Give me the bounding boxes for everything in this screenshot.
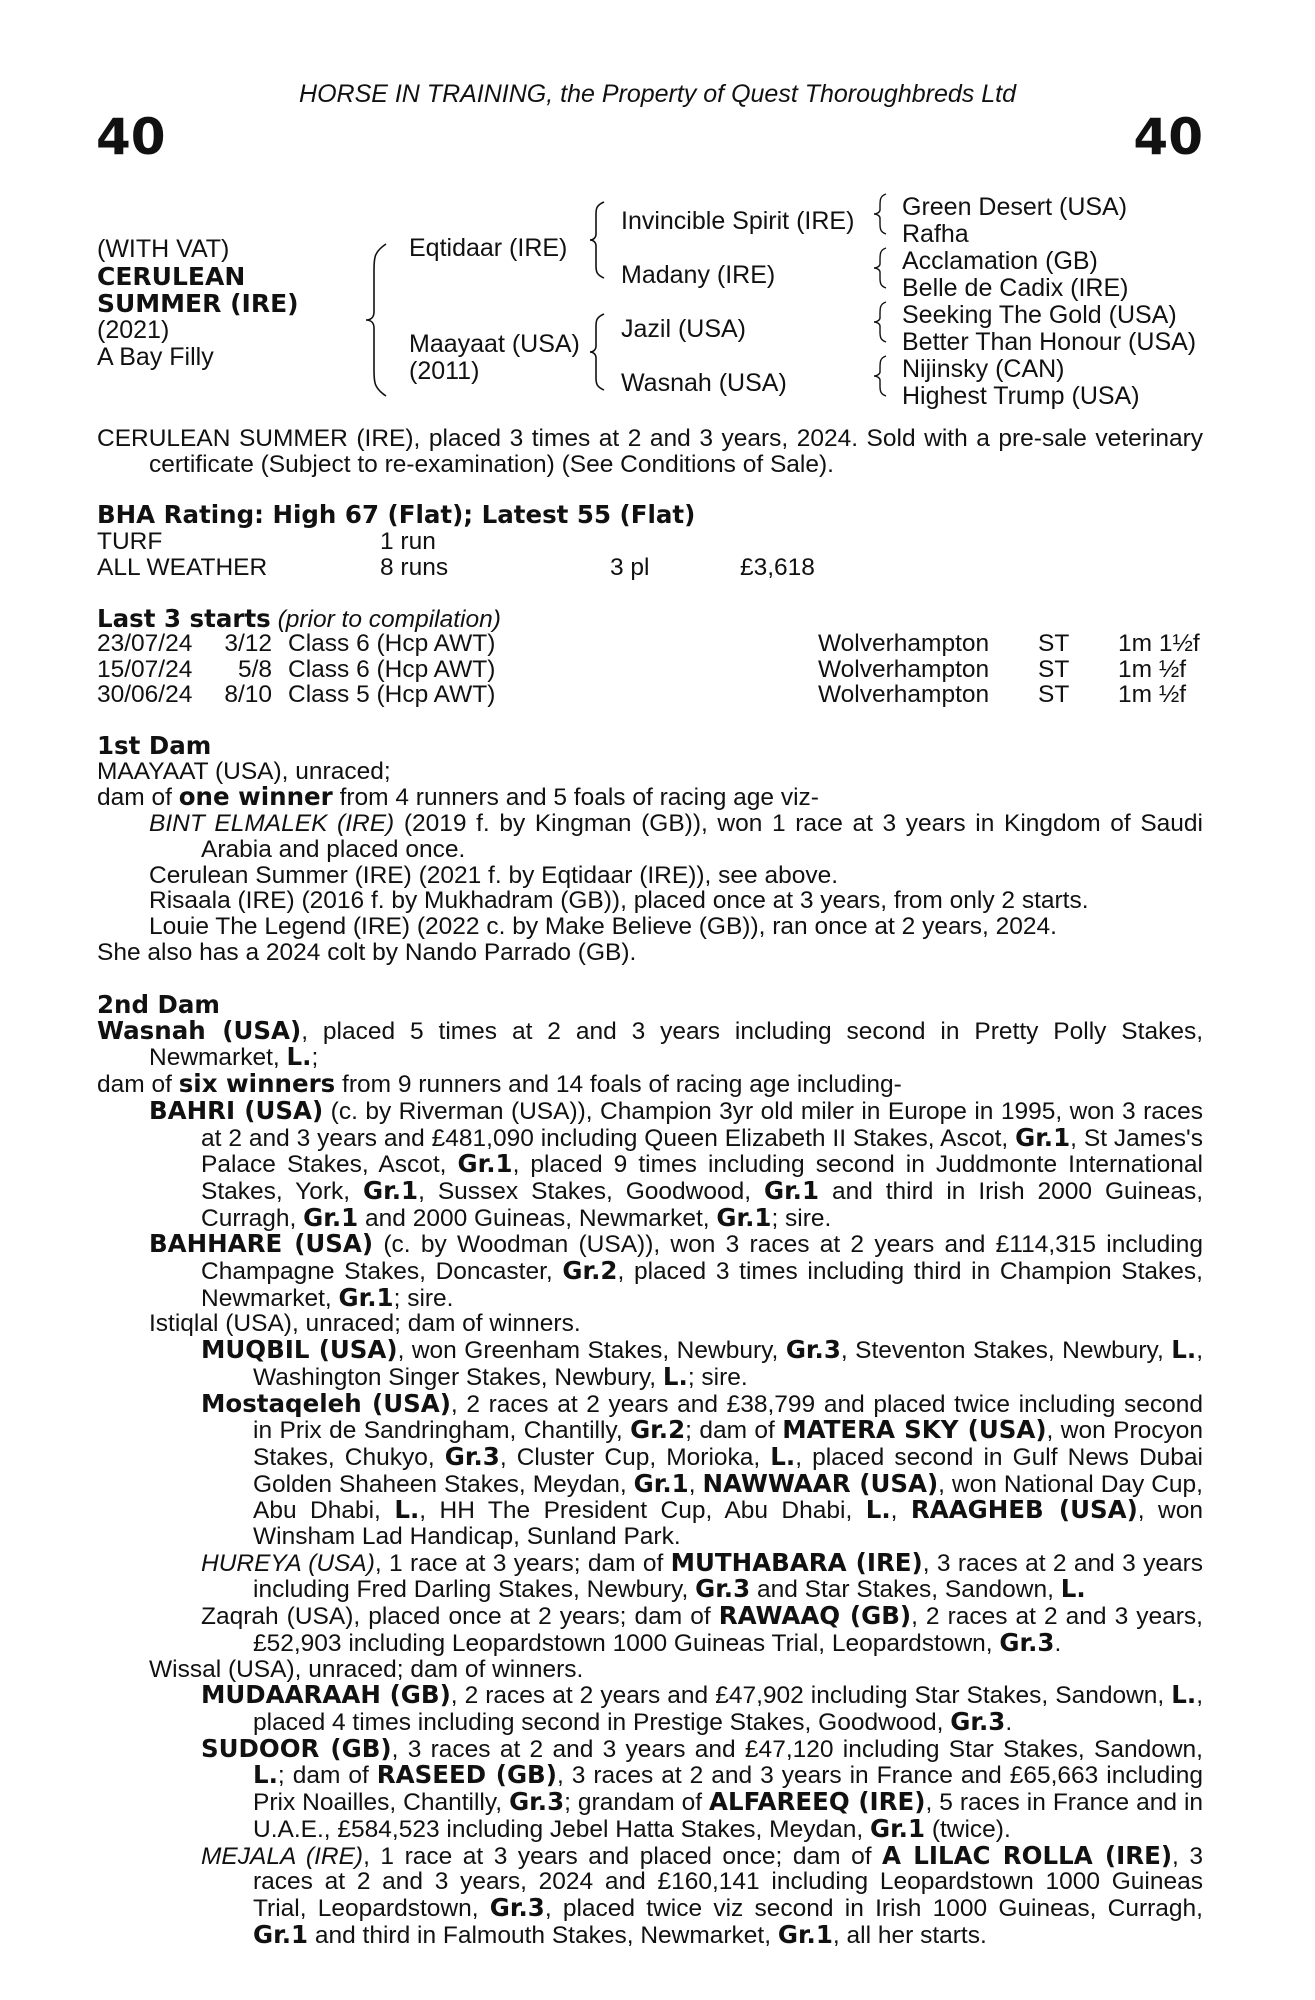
progeny-cerulean-summer: Cerulean Summer (IRE) (2021 f. by Eqtidaar (IRE)), see above. <box>149 861 839 889</box>
last-start-pos: 3/12 <box>224 630 272 657</box>
rating-section <box>97 502 1203 528</box>
progeny-muqbil: MUQBIL (USA), won Greenham Stakes, Newbury, Gr.3, Steventon Stakes, Newbury, L., Washington Singer Stakes, Newbury, L.; sire. <box>201 1335 1203 1391</box>
rating-title: BHA Rating: High 67 (Flat); Latest 55 (Flat) <box>97 500 696 529</box>
progeny-wissal: Wissal (USA), unraced; dam of winners. <box>149 1655 584 1683</box>
aw-label: ALL WEATHER <box>97 554 268 581</box>
progeny-zaqrah: Zaqrah (USA), placed once at 2 years; dam of RAWAAQ (GB), 2 races at 2 and 3 years, £52,903 including Leopardstown 1000 Guineas Trial, Leopardstown, Gr.3. <box>201 1601 1203 1657</box>
lot-number-left: 40 <box>96 108 166 166</box>
second-dam-wasnah: Wasnah (USA), placed 5 times at 2 and 3 years including second in Pretty Polly Stakes, Newmarket, L.; <box>97 1015 1203 1072</box>
ancestor-5: Seeking The Gold (USA) <box>902 301 1177 329</box>
pedigree-brackets <box>364 240 394 400</box>
horse-name-line2: SUMMER (IRE) <box>97 289 299 318</box>
turf-label: TURF <box>97 528 163 555</box>
last-start-race: Class 6 (Hcp AWT) <box>288 655 496 683</box>
ancestor-7: Nijinsky (CAN) <box>902 355 1065 383</box>
last-start-date: 30/06/24 <box>97 681 193 709</box>
lot-number-right: 40 <box>1133 108 1203 166</box>
last-start-pos: 8/10 <box>224 681 272 709</box>
last-start-date: 15/07/24 <box>97 655 193 683</box>
last-starts-note: (prior to compilation) <box>277 606 501 633</box>
second-dam-damof: dam of six winners from 9 runners and 14 foals of racing age including- <box>97 1069 902 1099</box>
last-start-going: ST <box>1038 630 1070 657</box>
ancestor-6: Better Than Honour (USA) <box>902 328 1197 356</box>
progeny-istiqlal: Istiqlal (USA), unraced; dam of winners. <box>149 1310 581 1338</box>
progeny-mudaaraah: MUDAARAAH (GB), 2 races at 2 years and £47,902 including Star Stakes, Sandown, L., placed 4 times including second in Prestige Stakes, Goodwood, Gr.3. <box>201 1680 1203 1736</box>
ancestor-1: Green Desert (USA) <box>902 193 1128 221</box>
horse-summary <box>97 426 1203 477</box>
progeny-mejala: MEJALA (IRE), 1 race at 3 years and placed once; dam of A LILAC ROLLA (IRE), 3 races at 2 and 3 years, 2024 and £160,141 including Leopardstown 1000 Guineas Trial, Leopardstown, Gr.3, placed twice viz second in Irish 1000 Guineas, Curragh, Gr.1 and third in Falmouth Stakes, Newmarket, Gr.1, all her starts. <box>201 1840 1203 1949</box>
first-dam-section <box>97 733 1203 965</box>
horse-name-line1: CERULEAN <box>97 262 246 291</box>
last-start-course: Wolverhampton <box>818 630 990 657</box>
aw-prize: £3,618 <box>740 554 815 581</box>
last-start-going: ST <box>1038 681 1070 709</box>
progeny-louie-the-legend: Louie The Legend (IRE) (2022 c. by Make Believe (GB)), ran once at 2 years, 2024. <box>149 912 1057 940</box>
pedigree-brackets-second <box>588 200 610 400</box>
last-start-dist: 1m 1½f <box>1118 630 1200 657</box>
second-dam-section <box>97 992 1203 1948</box>
summary-text: CERULEAN SUMMER (IRE), placed 3 times at 2 and 3 years, 2024. Sold with a pre-sale veterinary certificate (Subject to re-examination) (See Conditions of Sale). <box>97 425 1203 478</box>
dam-year: (2011) <box>409 357 480 385</box>
dam-sire: Jazil (USA) <box>621 315 747 343</box>
last-start-going: ST <box>1038 655 1070 683</box>
ancestor-8: Highest Trump (USA) <box>902 382 1140 410</box>
vat-label: (WITH VAT) <box>97 235 230 263</box>
ancestor-3: Acclamation (GB) <box>902 247 1098 275</box>
progeny-bint-elmalek: BINT ELMALEK (IRE) (2019 f. by Kingman (GB)), won 1 race at 3 years in Kingdom of Saudi Arabia and placed once. <box>149 810 1203 863</box>
progeny-sudoor: SUDOOR (GB), 3 races at 2 and 3 years and £47,120 including Star Stakes, Sandown, L.; dam of RASEED (GB), 3 races at 2 and 3 years in France and £65,663 including Prix Noailles, Chantilly, Gr.3; grandam of ALFAREEQ (IRE), 5 races in France and in U.A.E., £584,523 including Jebel Hatta Stakes, Meydan, Gr.1 (twice). <box>201 1733 1204 1843</box>
last-start-date: 23/07/24 <box>97 630 193 657</box>
progeny-risaala: Risaala (IRE) (2016 f. by Mukhadram (GB)), placed once at 3 years, from only 2 starts. <box>149 887 1089 915</box>
horse-year: (2021) <box>97 316 170 344</box>
aw-runs: 8 runs <box>380 554 449 581</box>
horse-description: A Bay Filly <box>97 343 214 371</box>
first-dam-note: She also has a 2024 colt by Nando Parrado (GB). <box>97 938 637 966</box>
progeny-hureya: HUREYA (USA), 1 race at 3 years; dam of MUTHABARA (IRE), 3 races at 2 and 3 years including Fred Darling Stakes, Newbury, Gr.3 and Star Stakes, Sandown, L. <box>201 1547 1204 1604</box>
pedigree-brackets-third <box>872 190 892 410</box>
ancestor-4: Belle de Cadix (IRE) <box>902 274 1129 302</box>
progeny-bahhare: BAHHARE (USA) (c. by Woodman (USA)), won 3 races at 2 years and £114,315 including Champagne Stakes, Doncaster, Gr.2, placed 3 times including third in Champion Stakes, Newmarket, Gr.1; sire. <box>149 1229 1203 1312</box>
aw-placed: 3 pl <box>610 554 650 581</box>
second-dam-title: 2nd Dam <box>97 990 220 1019</box>
last-start-course: Wolverhampton <box>818 681 990 709</box>
last-start-race: Class 6 (Hcp AWT) <box>288 630 496 657</box>
sire-sire: Invincible Spirit (IRE) <box>621 207 855 235</box>
last-start-dist: 1m ½f <box>1118 681 1187 709</box>
last-start-dist: 1m ½f <box>1118 655 1187 683</box>
first-dam-title: 1st Dam <box>97 731 212 760</box>
turf-runs: 1 run <box>380 528 436 555</box>
ancestor-2: Rafha <box>902 220 969 248</box>
dam: Maayaat (USA) <box>409 330 580 358</box>
sire: Eqtidaar (IRE) <box>409 234 568 262</box>
sire-dam: Madany (IRE) <box>621 261 776 289</box>
last-start-course: Wolverhampton <box>818 655 990 683</box>
dam-dam: Wasnah (USA) <box>621 369 787 397</box>
progeny-bahri: BAHRI (USA) (c. by Riverman (USA)), Champion 3yr old miler in Europe in 1995, won 3 races at 2 and 3 years and £481,090 including Queen Elizabeth II Stakes, Ascot, Gr.1, St James's Palace Stakes, Ascot, Gr.1, placed 9 times including second in Juddmonte International Stakes, York, Gr.1, Sussex Stakes, Goodwood, Gr.1 and third in Irish 2000 Guineas, Curragh, Gr.1 and 2000 Guineas, Newmarket, Gr.1; sire. <box>149 1095 1204 1232</box>
last-starts-title: Last 3 starts <box>97 604 271 633</box>
catalogue-header: HORSE IN TRAINING, the Property of Quest Thoroughbreds Ltd <box>299 80 1016 108</box>
last-start-pos: 5/8 <box>237 655 272 683</box>
progeny-mostaqeleh: Mostaqeleh (USA), 2 races at 2 years and £38,799 and placed twice including second in Prix de Sandringham, Chantilly, Gr.2; dam of MATERA SKY (USA), won Procyon Stakes, Chukyo, Gr.3, Cluster Cup, Morioka, L., placed second in Gulf News Dubai Golden Shaheen Stakes, Meydan, Gr.1, NAWWAAR (USA), won National Day Cup, Abu Dhabi, L., HH The President Cup, Abu Dhabi, L., RAAGHEB (USA), won Winsham Lad Handicap, Sunland Park. <box>201 1388 1203 1551</box>
first-dam-line1: MAAYAAT (USA), unraced; <box>97 757 391 785</box>
first-dam-line2: dam of one winner from 4 runners and 5 foals of racing age viz- <box>97 782 819 812</box>
last-start-race: Class 5 (Hcp AWT) <box>288 681 496 709</box>
